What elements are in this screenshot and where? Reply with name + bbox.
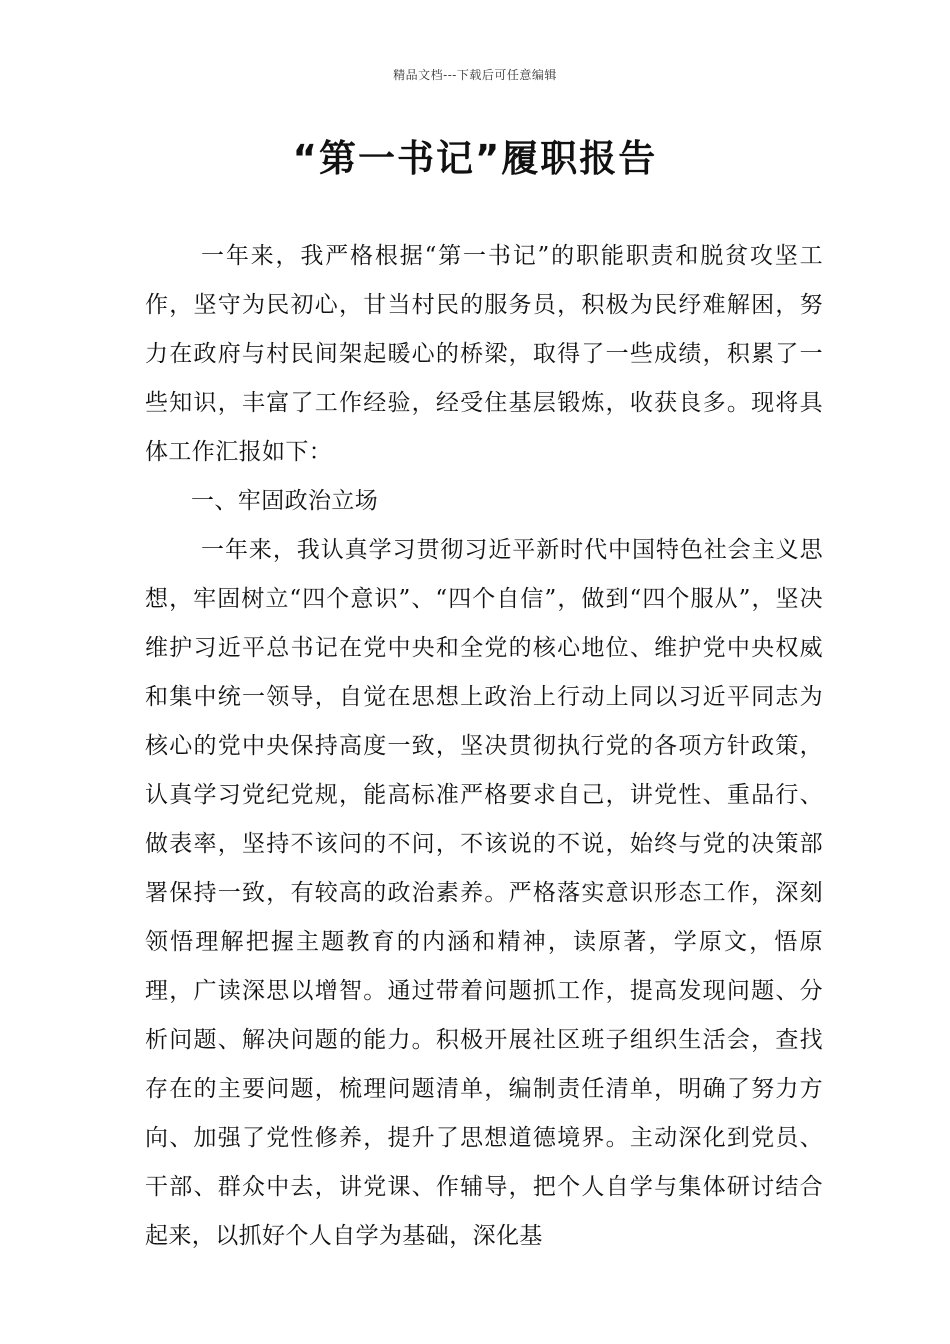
document-title: “第一书记”履职报告: [292, 137, 658, 180]
section-paragraph-1: 一年来，我认真学习贯彻习近平新时代中国特色社会主义思想，牢固树立“四个意识”、“四个自信”，做到“四个服从”，坚决维护习近平总书记在党中央和全党的核心地位、维护党中央权威和集中统一领导，自觉在思想上政治上行动上同以习近平同志为核心的党中央保持高度一致，坚决贯彻执行党的各项方针政策，认真学习党纪党规，能高标准严格要求自己，讲党性、重品行、做表率，坚持不该问的不问，不该说的不说，始终与党的决策部署保持一致，有较高的政治素养。严格落实意识形态工作，深刻领悟理解把握主题教育的内涵和精神，读原著，学原文，悟原理，广读深思以增智。通过带着问题抓工作，提高发现问题、分析问题、解决问题的能力。积极开展社区班子组织生活会，查找存在的主要问题，梳理问题清单，编制责任清单，明确了努力方向、加强了党性修养，提升了思想道德境界。主动深化到党员、干部、群众中去，讲党课、作辅导，把个人自学与集体研讨结合起来，以抓好个人自学为基础，深化基: [145, 537, 823, 1249]
section-heading-1: 一、牢固政治立场: [191, 488, 379, 514]
intro-paragraph: 一年来，我严格根据“第一书记”的职能职责和脱贫攻坚工作，坚守为民初心，甘当村民的服务员，积极为民纾难解困，努力在政府与村民间架起暖心的桥梁，取得了一些成绩，积累了一些知识，丰富了工作经验，经受住基层锻炼，收获良多。现将具体工作汇报如下：: [145, 243, 823, 465]
document-body: [145, 232, 823, 1261]
header-note: 精品文档---下载后可任意编辑: [393, 68, 557, 82]
